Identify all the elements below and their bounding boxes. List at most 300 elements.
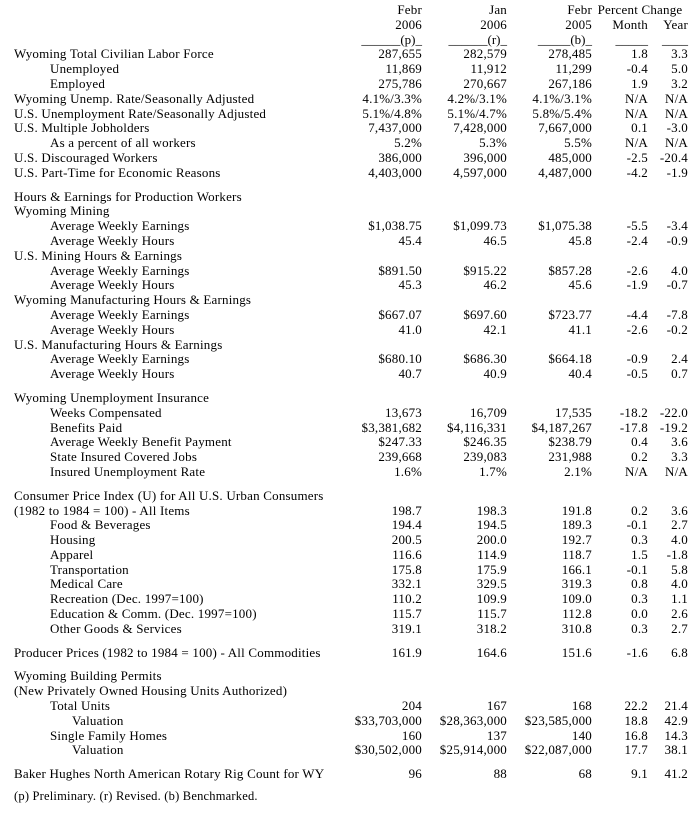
cell-pct-change-month: -2.6 [626,321,648,337]
table-row [14,646,688,661]
table-row [14,714,688,729]
cell-pct-change-month [592,489,648,504]
cell-jan-2006: 270,667 [463,75,507,91]
cell-jan-2006: 194.5 [476,517,507,533]
cell-pct-change-month: -0.1 [626,561,648,577]
cell-feb-2005: 192.7 [561,532,592,548]
cell-jan-2006: 5.1%/4.7% [447,105,507,121]
cell-feb-2005: 112.8 [562,606,592,622]
cell-pct-change-month: 0.3 [631,620,648,636]
cell-pct-change-year: -3.4 [666,218,688,234]
cell-pct-change-month: 1.5 [631,546,648,562]
section-header-row [14,293,688,308]
row-label: U.S. Unemployment Rate/Seasonally Adjusted [14,105,267,121]
row-label: Average Weekly Hours [50,277,175,293]
cell-pct-change-month: -1.6 [626,644,648,660]
table-row [14,107,688,122]
table-row [14,767,688,782]
cell-jan-2006: 46.5 [483,232,507,248]
cell-feb-2006: 40.7 [398,366,422,382]
table-row [14,121,688,136]
cell-feb-2005: 310.8 [561,620,592,636]
row-label: State Insured Covered Jobs [50,449,198,465]
row-label: Total Units [50,698,111,714]
table-row [14,62,688,77]
cell-feb-2005 [507,293,592,308]
table-row [14,151,688,166]
cell-pct-change-year: 2.7 [671,517,688,533]
cell-pct-change-month: 0.3 [631,532,648,548]
cell-feb-2005: 7,667,000 [538,120,592,136]
cell-pct-change-month [592,684,648,699]
cell-jan-2006: 4.2%/3.1% [447,90,507,106]
row-label: Employed [50,75,106,91]
cell-jan-2006: 7,428,000 [453,120,507,136]
cell-jan-2006: $1,099.73 [453,218,507,234]
cell-feb-2006: 5.1%/4.8% [362,105,422,121]
table-row [14,264,688,279]
cell-jan-2006: 4,597,000 [453,164,507,180]
header-spacer [14,3,345,18]
cell-jan-2006 [422,489,507,504]
cell-feb-2006: 332.1 [391,576,422,592]
table-row [14,622,688,637]
cell-pct-change-year: 41.2 [664,766,688,782]
table-row [14,77,688,92]
cell-jan-2006: 167 [486,698,507,714]
cell-feb-2005: 168 [571,698,592,714]
cell-pct-change-month: 0.2 [631,449,648,465]
row-label: (1982 to 1984 = 100) - All Items [14,502,190,518]
cell-feb-2005: 189.3 [561,517,592,533]
cell-pct-change-year: 21.4 [664,698,688,714]
row-label: Wyoming Unemployment Insurance [14,389,210,405]
cell-jan-2006: 88 [493,766,507,782]
cell-jan-2006: 200.0 [476,532,507,548]
table-row [14,563,688,578]
cell-feb-2005: 17,535 [555,404,592,420]
row-label: Average Weekly Earnings [50,306,190,322]
cell-feb-2006: 4,403,000 [368,164,422,180]
cell-jan-2006 [422,190,507,205]
section-header-row [14,489,688,504]
table-row [14,308,688,323]
col-header-jan2006-month: Jan [489,2,507,17]
cell-pct-change-month [592,338,648,353]
row-label: U.S. Discouraged Workers [14,149,158,165]
cell-pct-change-month: 9.1 [631,766,648,782]
cell-feb-2006: 1.6% [394,463,422,479]
cell-feb-2006: 386,000 [378,149,422,165]
cell-jan-2006: 114.9 [477,546,507,562]
cell-feb-2006: $3,381,682 [361,419,422,435]
cell-feb-2005: $22,087,000 [524,742,592,758]
row-label: Wyoming Building Permits [14,668,162,684]
row-label: Average Weekly Hours [50,366,175,382]
table-row [14,166,688,181]
cell-pct-change-month: -0.1 [626,517,648,533]
cell-feb-2006 [345,293,422,308]
cell-feb-2005: 231,988 [548,449,592,465]
table-row [14,592,688,607]
cell-feb-2005: 4.1%/3.1% [532,90,592,106]
row-label: Wyoming Mining [14,203,110,219]
cell-pct-change-month [592,669,648,684]
row-label: (New Privately Owned Housing Units Authorized) [14,683,288,699]
cell-pct-change-year: 3.3 [671,449,688,465]
cell-jan-2006: 16,709 [470,404,507,420]
header-row-month [14,3,688,18]
cell-pct-change-year: 5.0 [671,61,688,77]
cell-pct-change-year [648,489,688,504]
cell-feb-2005: 278,485 [548,46,592,62]
table-header [14,3,688,47]
cell-feb-2006: 161.9 [391,644,422,660]
table-row [14,352,688,367]
cell-feb-2005 [507,338,592,353]
cell-feb-2005 [507,669,592,684]
cell-pct-change-month: -2.6 [626,262,648,278]
cell-pct-change-month: -1.9 [626,277,648,293]
cell-feb-2005: 45.8 [568,232,592,248]
cell-feb-2006: $33,703,000 [354,712,422,728]
table-row [14,699,688,714]
cell-pct-change-month: 18.8 [624,712,648,728]
cell-feb-2006: 194.4 [391,517,422,533]
cell-pct-change-year: N/A [665,90,688,106]
cell-pct-change-month: 22.2 [624,698,648,714]
cell-jan-2006: 396,000 [463,149,507,165]
cell-feb-2006: 204 [401,698,422,714]
cell-feb-2006: 45.4 [398,232,422,248]
table-row [14,136,688,151]
cell-jan-2006: 175.9 [476,561,507,577]
col-header-year: Year [663,16,688,32]
cell-pct-change-month: -0.4 [626,61,648,77]
cell-feb-2005 [507,204,592,219]
cell-feb-2005: 5.8%/5.4% [532,105,592,121]
cell-pct-change-year: 3.6 [671,434,688,450]
col-rule-feb2006: ______(p)_ [361,31,422,47]
cell-pct-change-month: 0.2 [631,502,648,518]
cell-pct-change-year: 14.3 [664,727,688,743]
section-header-row [14,669,688,684]
table-row [14,729,688,744]
cell-pct-change-year [648,338,688,353]
cell-feb-2006: 116.6 [392,546,422,562]
table-row [14,406,688,421]
row-label: Other Goods & Services [50,620,182,636]
section-header-row [14,190,688,205]
cell-feb-2005: $664.18 [548,351,592,367]
section-header-row [14,684,688,699]
col-header-feb2005-year: 2005 [565,16,592,32]
cell-pct-change-year [648,684,688,699]
cell-pct-change-month: -4.2 [626,164,648,180]
cell-feb-2006: 13,673 [385,404,422,420]
cell-feb-2006: $680.10 [378,351,422,367]
cell-pct-change-year: N/A [665,105,688,121]
cell-feb-2006: 115.7 [392,606,422,622]
table-row [14,518,688,533]
section-header-row [14,204,688,219]
cell-pct-change-month: -17.8 [619,419,648,435]
cell-pct-change-month: 0.8 [631,576,648,592]
cell-jan-2006: 46.2 [483,277,507,293]
col-header-jan2006-year: 2006 [480,16,507,32]
cell-jan-2006: 329.5 [476,576,507,592]
row-label: Transportation [50,561,129,577]
cell-feb-2006: 198.7 [391,502,422,518]
cell-feb-2005: 267,186 [548,75,592,91]
cell-pct-change-year: 5.8 [671,561,688,577]
cell-feb-2005: $1,075.38 [538,218,592,234]
row-label: Benefits Paid [50,419,123,435]
row-label: Consumer Price Index (U) for All U.S. Urban Consumers [14,487,324,503]
cell-pct-change-month: -2.4 [626,232,648,248]
table-row [14,92,688,107]
cell-jan-2006: 239,083 [463,449,507,465]
table-row [14,533,688,548]
cell-pct-change-month: 0.3 [631,591,648,607]
cell-feb-2005: 151.6 [561,644,592,660]
section-header-row [14,249,688,264]
table-row [14,435,688,450]
cell-jan-2006: 11,912 [470,61,507,77]
cell-pct-change-month: 0.0 [631,606,648,622]
cell-jan-2006: $28,363,000 [439,712,507,728]
row-label: Medical Care [50,576,123,592]
cell-jan-2006: $697.60 [463,306,507,322]
row-label: Wyoming Total Civilian Labor Force [14,46,214,62]
col-rule-month: _____ [615,31,648,47]
cell-pct-change-year: 0.7 [671,366,688,382]
cell-pct-change-year: 4.0 [671,532,688,548]
cell-feb-2005: $857.28 [548,262,592,278]
cell-feb-2005: 68 [578,766,592,782]
cell-pct-change-year: 2.4 [671,351,688,367]
cell-pct-change-year: 4.0 [671,576,688,592]
table-row [14,367,688,382]
cell-feb-2006: 7,437,000 [368,120,422,136]
cell-pct-change-year: 4.0 [671,262,688,278]
cell-feb-2006 [345,489,422,504]
row-label: Average Weekly Benefit Payment [50,434,232,450]
cell-pct-change-month: -18.2 [619,404,648,420]
cell-feb-2006: $1,038.75 [368,218,422,234]
cell-feb-2006: $30,502,000 [354,742,422,758]
cell-feb-2005: 40.4 [568,366,592,382]
table-row [14,743,688,758]
row-label: Insured Unemployment Rate [50,463,206,479]
cell-pct-change-year: N/A [665,135,688,151]
cell-pct-change-month: -5.5 [626,218,648,234]
cell-jan-2006: $4,116,331 [446,419,507,435]
row-label: Hours & Earnings for Production Workers [14,188,242,204]
cell-pct-change-year: -22.0 [659,404,688,420]
cell-pct-change-month [592,190,648,205]
row-label: U.S. Mining Hours & Earnings [14,247,183,263]
header-row-year [14,18,688,33]
cell-pct-change-year: 3.3 [671,46,688,62]
cell-feb-2005: 11,299 [555,61,592,77]
cell-pct-change-year [648,293,688,308]
cell-jan-2006: 115.7 [477,606,507,622]
row-label: U.S. Multiple Jobholders [14,120,150,136]
row-label: Housing [50,532,96,548]
cell-pct-change-year: -0.7 [666,277,688,293]
cell-feb-2005: 118.7 [562,546,592,562]
cell-pct-change-month: 1.9 [631,75,648,91]
cell-feb-2006 [345,669,422,684]
cell-jan-2006: 40.9 [483,366,507,382]
cell-pct-change-month [592,293,648,308]
cell-feb-2005: 191.8 [561,502,592,518]
row-label: Baker Hughes North American Rotary Rig Count for WY [14,766,325,782]
table-body [14,47,688,782]
cell-jan-2006: $246.35 [463,434,507,450]
cell-jan-2006 [422,669,507,684]
header-row-rules [14,33,688,48]
row-label: Food & Beverages [50,517,151,533]
cell-feb-2005: $723.77 [548,306,592,322]
row-label: Wyoming Manufacturing Hours & Earnings [14,292,252,308]
footnote: (p) Preliminary. (r) Revised. (b) Benchmarked. [14,789,258,804]
cell-jan-2006: 318.2 [476,620,507,636]
cell-pct-change-year: 3.6 [671,502,688,518]
cell-feb-2006 [345,338,422,353]
row-label: Average Weekly Earnings [50,218,190,234]
cell-jan-2006 [422,684,507,699]
cell-jan-2006: 1.7% [479,463,507,479]
cell-jan-2006 [422,249,507,264]
cell-feb-2006: 160 [401,727,422,743]
col-header-feb2006-month: Febr [397,2,422,17]
cell-jan-2006: $25,914,000 [439,742,507,758]
row-label: Weeks Compensated [50,404,162,420]
cell-feb-2006: 110.2 [392,591,422,607]
cell-pct-change-year: 1.1 [671,591,688,607]
cell-pct-change-month: 17.7 [624,742,648,758]
cell-pct-change-year [648,190,688,205]
cell-pct-change-year: -20.4 [659,149,688,165]
cell-feb-2005: 4,487,000 [538,164,592,180]
cell-pct-change-year: -7.8 [666,306,688,322]
table-row [14,577,688,592]
section-header-row [14,391,688,406]
cell-feb-2006: $891.50 [378,262,422,278]
cell-jan-2006 [422,204,507,219]
cell-pct-change-year [648,204,688,219]
row-label: Average Weekly Hours [50,321,175,337]
cell-pct-change-month [592,391,648,406]
cell-pct-change-month: -4.4 [626,306,648,322]
table-row [14,47,688,62]
row-label: Average Weekly Earnings [50,262,190,278]
cell-feb-2006: 287,655 [378,46,422,62]
cell-pct-change-year: 42.9 [664,712,688,728]
cell-feb-2006: $247.33 [378,434,422,450]
cell-jan-2006: 137 [486,727,507,743]
row-label: Single Family Homes [50,727,168,743]
cell-feb-2006: 5.2% [394,135,422,151]
cell-feb-2005: 485,000 [548,149,592,165]
table-row [14,323,688,338]
table-row [14,607,688,622]
section-header-row [14,338,688,353]
cell-jan-2006: 164.6 [476,644,507,660]
cell-pct-change-year [648,249,688,264]
cell-pct-change-month [592,204,648,219]
cell-feb-2006: 239,668 [378,449,422,465]
table-row [14,504,688,519]
cell-feb-2005: 2.1% [564,463,592,479]
cell-feb-2006 [345,391,422,406]
row-label: As a percent of all workers [50,135,196,151]
cell-feb-2006: 175.8 [391,561,422,577]
cell-feb-2006: 11,869 [385,61,422,77]
row-label: U.S. Part-Time for Economic Reasons [14,164,221,180]
cell-pct-change-month: N/A [625,105,648,121]
col-rule-jan2006: ______(r)_ [448,31,507,47]
row-label: Recreation (Dec. 1997=100) [50,591,204,607]
cell-pct-change-year: 38.1 [664,742,688,758]
cell-pct-change-month: -0.9 [626,351,648,367]
cell-jan-2006 [422,391,507,406]
cell-feb-2005: $4,187,267 [531,419,592,435]
cell-feb-2006: 4.1%/3.3% [362,90,422,106]
table-row [14,234,688,249]
cell-jan-2006: 5.3% [479,135,507,151]
cell-feb-2005: 109.0 [561,591,592,607]
cell-feb-2006 [345,249,422,264]
cell-jan-2006: $686.30 [463,351,507,367]
cell-feb-2006: 200.5 [391,532,422,548]
cell-feb-2005 [507,684,592,699]
cell-pct-change-month: 0.1 [631,120,648,136]
cell-feb-2005: 166.1 [561,561,592,577]
cell-pct-change-year: -3.0 [666,120,688,136]
cell-jan-2006: 282,579 [463,46,507,62]
row-label: Average Weekly Hours [50,232,175,248]
row-label: Valuation [72,742,124,758]
cell-pct-change-year: -19.2 [659,419,688,435]
row-label: Valuation [72,712,124,728]
cell-pct-change-year: -1.9 [666,164,688,180]
cell-feb-2006: 45.3 [398,277,422,293]
table-row [14,278,688,293]
cell-pct-change-month: N/A [625,90,648,106]
header-spacer [14,18,345,33]
cell-pct-change-year [648,669,688,684]
cell-feb-2006 [345,204,422,219]
cell-feb-2006: 319.1 [391,620,422,636]
cell-jan-2006 [422,338,507,353]
cell-pct-change-month: N/A [625,135,648,151]
cell-feb-2006: 41.0 [398,321,422,337]
cell-jan-2006: 198.3 [476,502,507,518]
cell-feb-2006: $667.07 [378,306,422,322]
cell-pct-change-year [648,391,688,406]
col-header-percent-change: Percent Change [597,2,683,17]
cell-feb-2005: 5.5% [564,135,592,151]
cell-pct-change-month: 16.8 [624,727,648,743]
statistics-table [14,3,688,782]
cell-feb-2005 [507,190,592,205]
cell-feb-2005: $238.79 [548,434,592,450]
cell-pct-change-year: 2.6 [671,606,688,622]
cell-feb-2005: 140 [571,727,592,743]
